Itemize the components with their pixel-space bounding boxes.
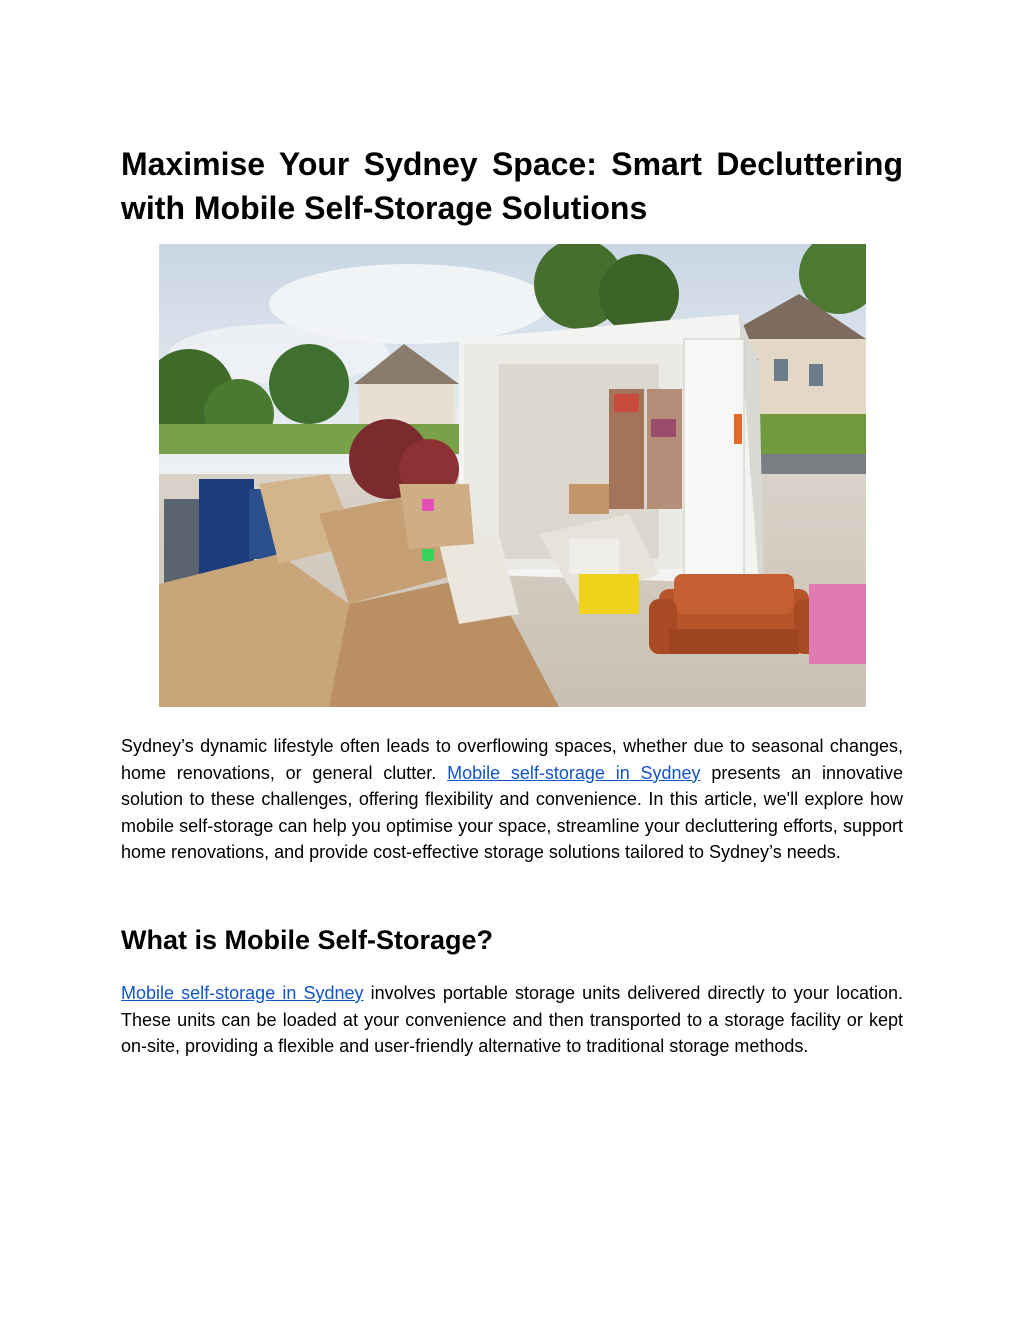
mobile-self-storage-link-2[interactable]: Mobile self-storage in Sydney (121, 983, 364, 1003)
intro-text-end: presents an innovative solution to these challenges, offering flexibility and convenience. In this article, we'll explore how mobile self-storage can help you optimise your space, streamline your decluttering efforts, support home renovations, and provide cost-effective storage solutions tailored to Sydney’s needs. (121, 762, 904, 863)
mobile-self-storage-link[interactable]: Mobile self-storage in Sydney (447, 762, 701, 783)
intro-paragraph (121, 733, 903, 866)
moving-truck-photo (159, 244, 866, 707)
section-text: involves portable storage units delivered directly to your location. These units can be loaded at your convenience and then transported to a storage facility or kept on-site, providing a flexible and user-friendly alternative to traditional storage methods. (121, 983, 904, 1057)
intro-text-start: Sydney’s dynamic lifestyle often leads to overflowing spaces, whether due to seasonal changes, home renovations, or general clutter. (121, 736, 903, 783)
article-title: Maximise Your Sydney Space: Smart Decluttering with Mobile Self-Storage Solutions (121, 146, 903, 226)
section-heading: What is Mobile Self-Storage? (121, 925, 494, 955)
section-paragraph (121, 980, 903, 1060)
hero-image (159, 244, 866, 707)
